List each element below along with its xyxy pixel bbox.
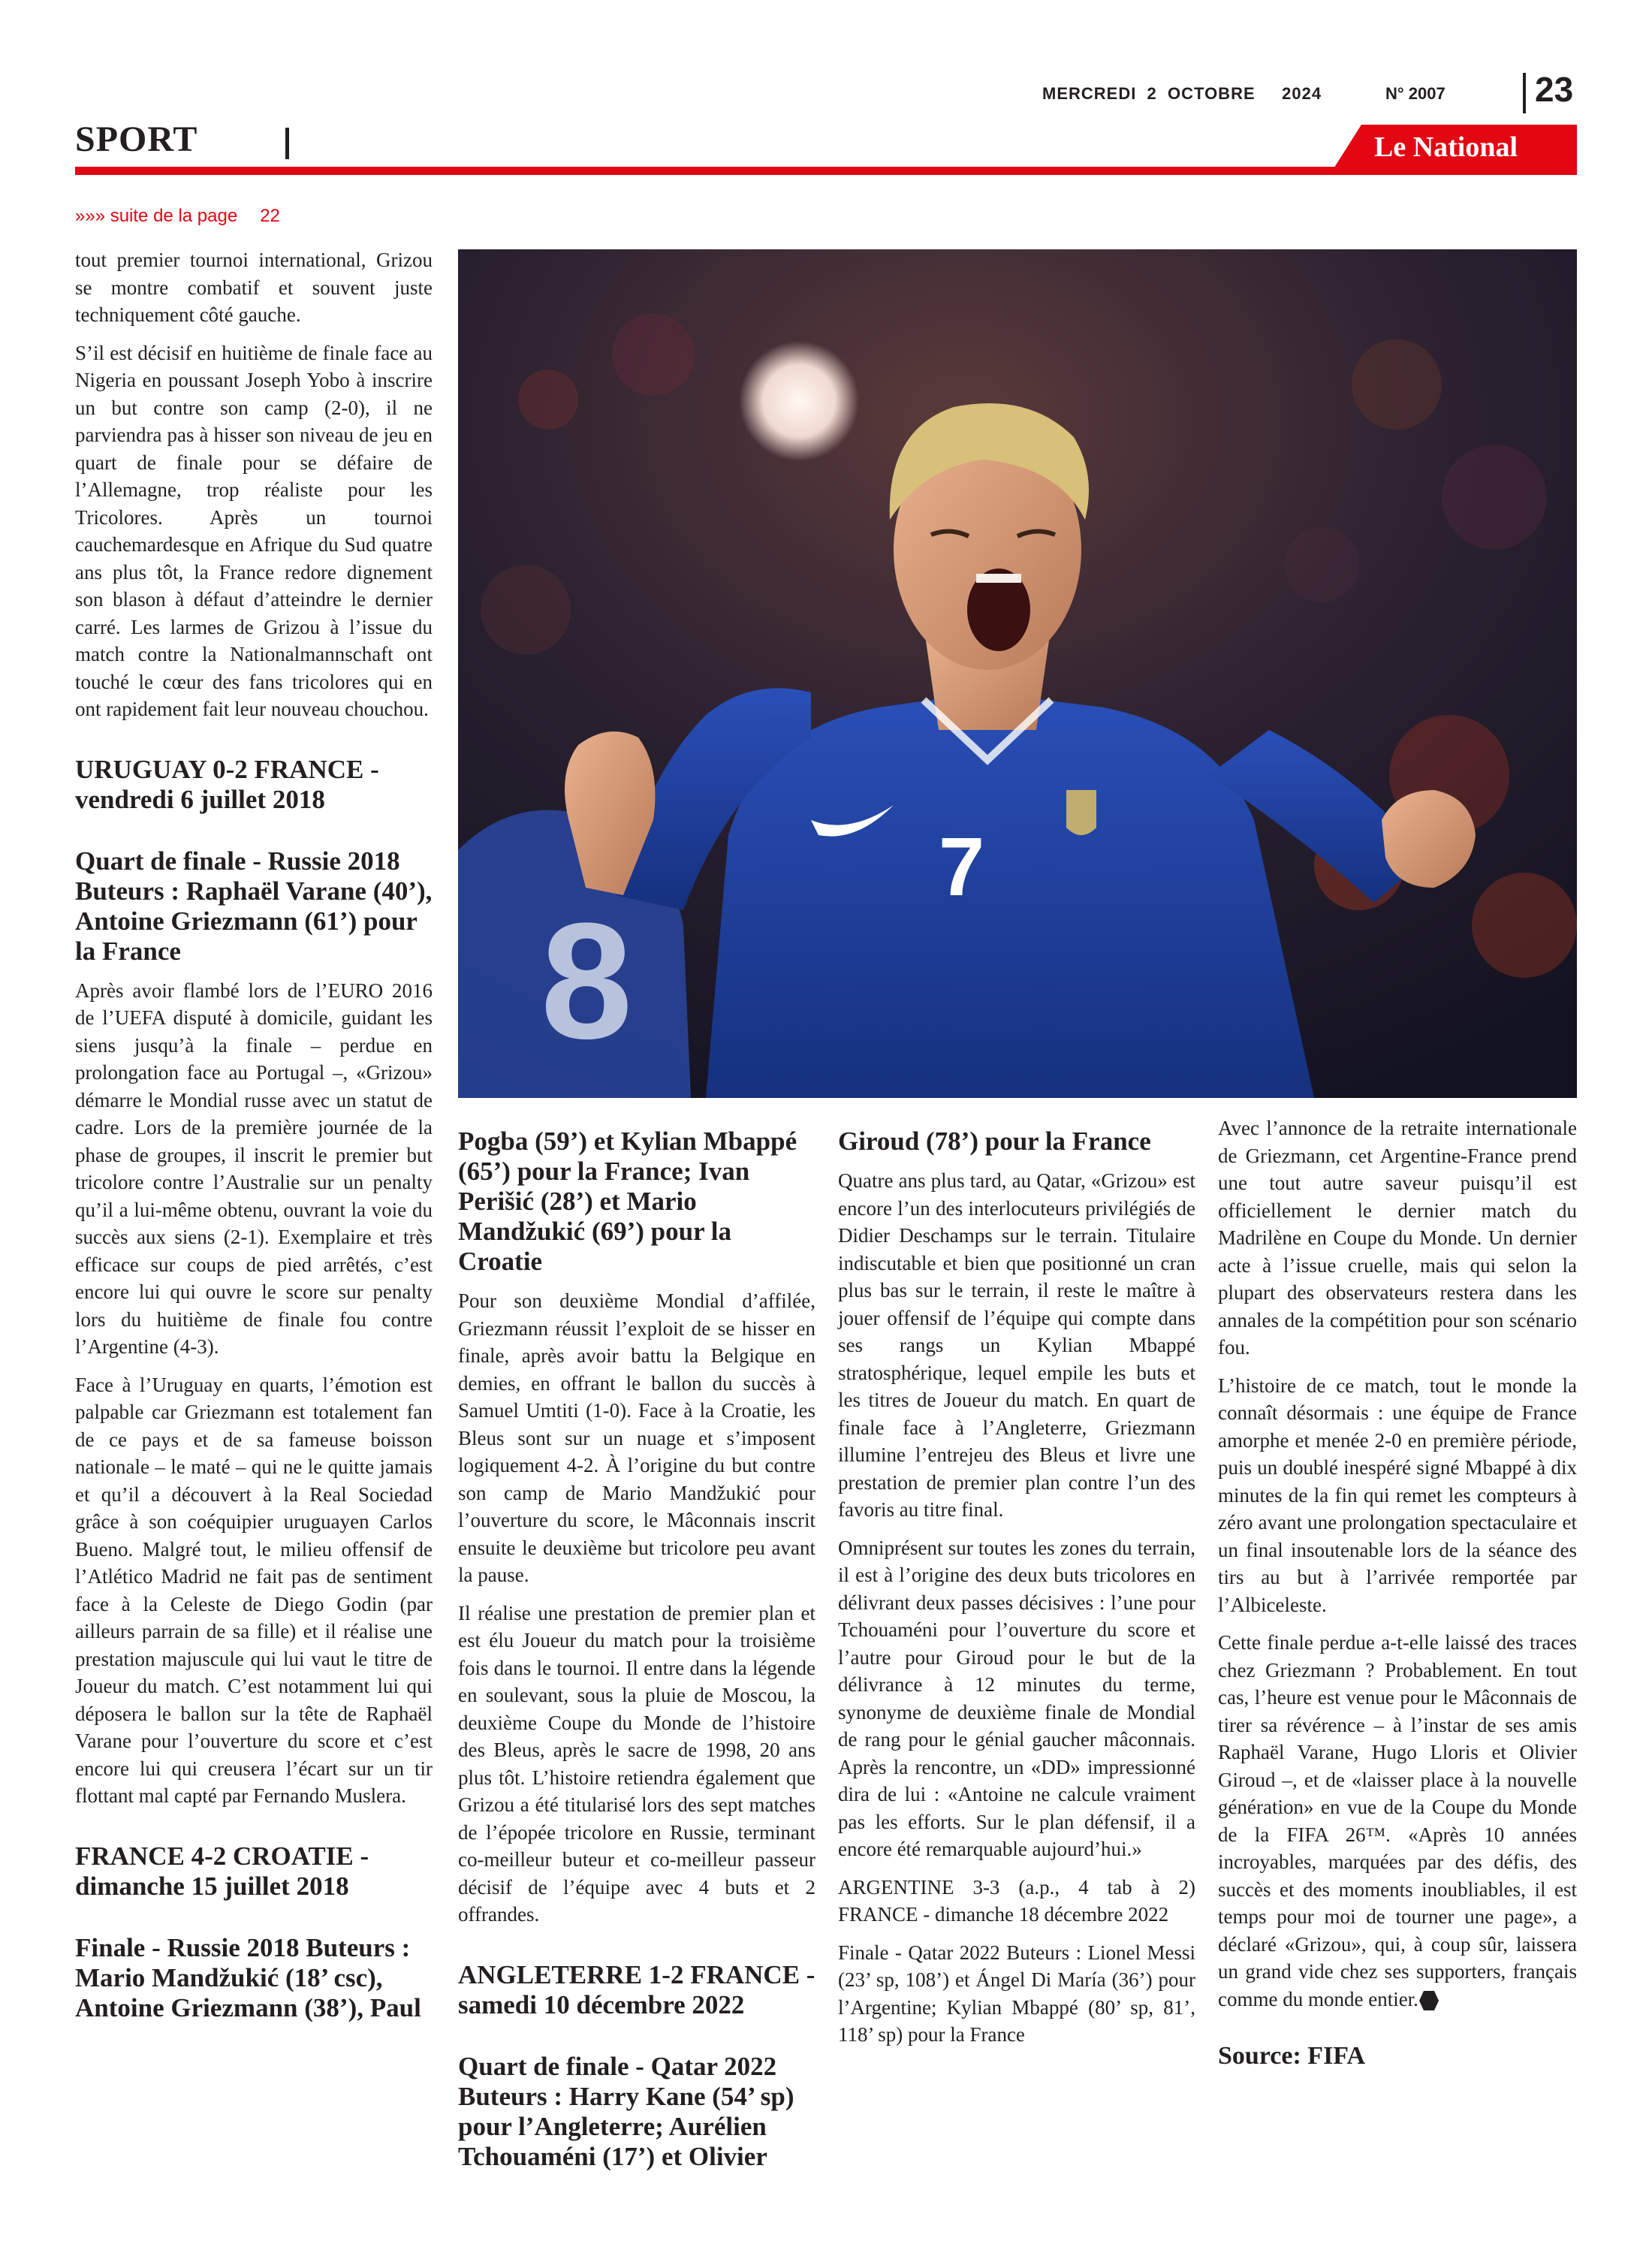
article-column-3 <box>838 1126 1195 2059</box>
paragraph: Omniprésent sur toutes les zones du terrain, il est à l’origine des deux buts tricolores en délivrant deux passes décisives : l’une pour Tchouaméni pour l’ouverture du score et l’autre pour Giroud pour le but de la délivrance à 12 minutes du terme, synonyme de deuxième finale de Mondial de rang pour le génial gaucher mâconnais. Après la rencontre, un «DD» impressionné dira de lui : «Antoine ne calcule vraiment pas les efforts. Sur le plan défensif, il a encore été remarquable aujourd’hui.» <box>838 1536 1195 1860</box>
paragraph-text: Cette finale perdue a-t-elle laissé des traces chez Griezmann ? Probablement. En tout cas, l’heure est venue pour le Mâconnais de tirer sa révérence – à l’instar de ses amis Raphaël Varane, Hugo Lloris et Olivier Giroud –, et de «laisser place à la nouvelle génération» en vue de la Coupe du Monde de la FIFA 26™. «Après 10 années incroyables, marquées par des défis, des succès et des moments inoubliables, il est temps pour moi de tourner une page», a déclaré «Grizou», qui, à coup sûr, laissera un grand vide chez ses supporters, français comme du monde entier. <box>1218 1631 1577 2010</box>
page-number-divider <box>1523 73 1526 113</box>
paragraph: tout premier tournoi international, Grizou se montre combatif et souvent juste techniquement côté gauche. <box>75 249 433 326</box>
match-details-heading: Pogba (59’) et Kylian Mbappé (65’) pour la France; Ivan Perišić (28’) et Mario Mandžukić (69’) pour la Croatie <box>458 1126 797 1276</box>
paragraph: Quatre ans plus tard, au Qatar, «Grizou» est encore l’un des interlocuteurs privilégiés de Didier Deschamps sur le terrain. Titulaire indiscutable et bien que positionné un cran plus bas sur le terrain, il reste le maître à jouer offensif de l’équipe qui compte dans ses rangs un Kylian Mbappé stratosphérique, lequel empile les buts et les titres de Joueur du match. En quart de finale face à l’Angleterre, Griezmann illumine l’entrejeu des Bleus et livre une prestation de premier plan contre l’un des favoris au titre final. <box>838 1169 1195 1521</box>
continued-label: »»» suite de la page <box>75 206 238 226</box>
match-details-heading: Quart de finale - Russie 2018 Buteurs : Raphaël Varane (40’), Antoine Griezmann (61’) pour la France <box>75 846 433 966</box>
paragraph: Face à l’Uruguay en quarts, l’émotion est palpable car Griezmann est totalement fan de ce pays et de sa fameuse boisson nationale – le maté – qui ne le quitte jamais et qu’il a découvert à la Real Sociedad grâce à son coéquipier uruguayen Carlos Bueno. Malgré tout, le milieu offensif de l’Atlético Madrid ne fait pas de sentiment face à la Celeste de Diego Godin (par ailleurs parrain de sa fille) et il réalise une prestation majuscule qui lui vaut le titre de Joueur du match. C’est notamment lui qui déposera le ballon sur la tête de Raphaël Varane pour l’ouverture du score et c’est encore lui qui creusera l’écart sur un tir flottant mal capté par Fernando Muslera. <box>75 1373 433 1807</box>
paragraph: L’histoire de ce match, tout le monde la connaît désormais : une équipe de France amorphe et menée 2-0 en première période, puis un doublé inespéré signé Mbappé à dix minutes de la fin qui remet les compteurs à zéro avant une prolongation spectaculaire et un final insoutenable lors de la séance des tirs au but à l’arrivée remportée par l’Albiceleste. <box>1218 1374 1577 1616</box>
continued-page: 22 <box>260 206 280 226</box>
header-rule <box>75 167 1577 175</box>
match-details-heading: Finale - Russie 2018 Buteurs : Mario Mandžukić (18’ csc), Antoine Griezmann (38’), Paul <box>75 1932 421 2022</box>
match-heading: FRANCE 4-2 CROATIE - dimanche 15 juillet 2018 <box>75 1841 369 1901</box>
jersey-number: 7 <box>939 821 985 913</box>
page-number: 23 <box>1535 70 1574 109</box>
player-celebration-illustration <box>458 249 1577 1098</box>
paragraph <box>1218 1629 1577 2013</box>
end-mark-icon <box>1418 1990 1439 2011</box>
section-divider <box>285 128 289 159</box>
match-details-heading: Giroud (78’) pour la France <box>838 1126 1151 1156</box>
issue-date: MERCREDI 2 OCTOBRE 2024 <box>1042 84 1322 103</box>
match-heading: URUGUAY 0-2 FRANCE - vendredi 6 juillet 2018 <box>75 754 379 814</box>
paragraph: Pour son deuxième Mondial d’affilée, Griezmann réussit l’exploit de se hisser en finale, après avoir battu la Belgique en demies, en offrant le ballon du succès à Samuel Umtiti (1-0). Face à la Croatie, les Bleus sont sur un nuage et s’imposent logiquement 4-2. À l’origine du but contre son camp de Mario Mandžukić pour l’ouverture du score, le Mâconnais inscrit ensuite le deuxième but tricolore peu avant la pause. <box>458 1289 815 1586</box>
paragraph: Il réalise une prestation de premier plan et est élu Joueur du match pour la troisième fois dans le tournoi. Il entre dans la légende en soulevant, sous la pluie de Moscou, la deuxième Coupe du Monde de l’histoire des Bleus, après le sacre de 1998, 20 ans plus tôt. L’histoire retiendra également que Grizou a été titularisé lors des sept matches de l’épopée tricolore en Russie, terminant co-meilleur buteur et co-meilleur passeur décisif de l’équipe avec 4 buts et 2 offrandes. <box>458 1601 815 1926</box>
match-result: ARGENTINE 3-3 (a.p., 4 tab à 2) FRANCE - dimanche 18 décembre 2022 <box>838 1875 1195 1926</box>
paragraph: S’il est décisif en huitième de finale face au Nigeria en poussant Joseph Yobo à inscrire un but contre son camp (2-0), il ne parviendra pas à hisser son niveau de jeu en quart de finale pour se défaire de l’Allemagne, trop réaliste pour les Tricolores. Après un tournoi cauchemardesque en Afrique du Sud quatre ans plus tôt, la France redore dignement son blason à défaut d’atteindre le dernier carré. Les larmes de Grizou à l’issue du match contre la Nationalmannschaft ont touché le cœur des fans tricolores qui en ont rapidement fait leur nouveau chouchou. <box>75 341 433 720</box>
article-column-2 <box>458 1126 815 2182</box>
continued-from <box>75 206 280 227</box>
svg-text:8: 8 <box>541 888 633 1073</box>
brand-name: Le National <box>1374 131 1518 163</box>
section-title: SPORT <box>75 119 198 159</box>
article-column-4 <box>1218 1114 1577 2071</box>
match-heading: ANGLETERRE 1-2 FRANCE - samedi 10 décembre 2022 <box>458 1959 815 2019</box>
article-photo <box>458 249 1577 1098</box>
match-details-heading: Quart de finale - Qatar 2022 Buteurs : Harry Kane (54’ sp) pour l’Angleterre; Aurélien Tchouaméni (17’) et Olivier <box>458 2051 794 2171</box>
issue-number: N° 2007 <box>1385 84 1446 103</box>
paragraph: Avec l’annonce de la retraite internationale de Griezmann, cet Argentine-France prend une tout autre saveur puisqu’il est officiellement le dernier match du Madrilène en Coupe du Monde. Un dernier acte à l’issue cruelle, mais qui selon la plupart des observateurs restera dans les annales de la compétition pour son scénario fou. <box>1218 1117 1577 1359</box>
article-column-1 <box>75 246 433 2034</box>
paragraph: Après avoir flambé lors de l’EURO 2016 de l’UEFA disputé à domicile, guidant les siens jusqu’à la finale – perdue en prolongation face au Portugal –, «Grizou» démarre le Mondial russe avec un statut de cadre. Lors de la première journée de la phase de groupes, il inscrit le premier but tricolore contre l’Australie sur un penalty qu’il a lui-même obtenu, ouvrant la voie du succès aux siens (2-1). Exemplaire et très efficace sur coups de pied arrêtés, c’est encore lui qui ouvre le score sur penalty lors du huitième de finale fou contre l’Argentine (4-3). <box>75 979 433 1358</box>
source-credit: Source: FIFA <box>1218 2042 1366 2070</box>
match-scorers: Finale - Qatar 2022 Buteurs : Lionel Messi (23’ sp, 108’) et Ángel Di María (36’) pour l’Argentine; Kylian Mbappé (80’ sp, 81’, 118’ sp) pour la France <box>838 1941 1195 2046</box>
